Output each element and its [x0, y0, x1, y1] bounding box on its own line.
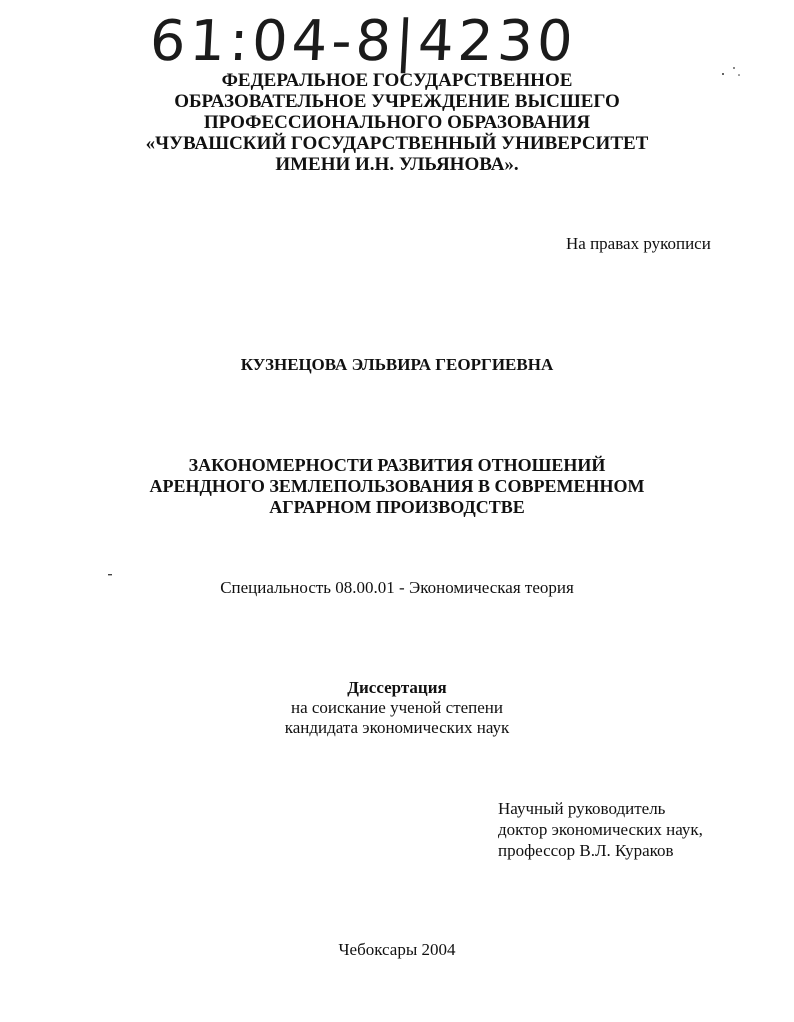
- institution-line: ИМЕНИ И.Н. УЛЬЯНОВА».: [275, 154, 519, 175]
- degree-line: на соискание ученой степени: [290, 698, 504, 717]
- institution-line: ПРОФЕССИОНАЛЬНОГО ОБРАЗОВАНИЯ: [203, 112, 591, 133]
- title-line: АГРАРНОМ ПРОИЗВОДСТВЕ: [269, 497, 525, 517]
- degree-heading: Диссертация: [347, 678, 447, 697]
- scan-speck: [108, 574, 112, 576]
- specialty: Специальность 08.00.01 - Экономическая теория: [220, 578, 574, 597]
- supervisor-block: [498, 798, 703, 861]
- institution-name: [0, 70, 794, 175]
- degree-line: кандидата экономических наук: [284, 718, 510, 737]
- city-year: Чебоксары 2004: [338, 940, 456, 959]
- title-line: ЗАКОНОМЕРНОСТИ РАЗВИТИЯ ОТНОШЕНИЙ: [188, 455, 606, 475]
- supervisor-line: профессор В.Л. Кураков: [498, 841, 674, 860]
- handwritten-archive-number: 61:04-8|4230: [148, 9, 579, 74]
- institution-line: ОБРАЗОВАТЕЛЬНОЕ УЧРЕЖДЕНИЕ ВЫСШЕГО: [174, 91, 620, 112]
- supervisor-line: Научный руководитель: [498, 799, 666, 818]
- supervisor-line: доктор экономических наук,: [498, 820, 703, 839]
- rights-note: На правах рукописи: [566, 234, 711, 253]
- degree-block: [0, 678, 794, 738]
- author-name: КУЗНЕЦОВА ЭЛЬВИРА ГЕОРГИЕВНА: [240, 355, 554, 374]
- institution-line: ФЕДЕРАЛЬНОЕ ГОСУДАРСТВЕННОЕ: [221, 70, 573, 91]
- title-line: АРЕНДНОГО ЗЕМЛЕПОЛЬЗОВАНИЯ В СОВРЕМЕННОМ: [149, 476, 645, 496]
- dissertation-title: [0, 455, 794, 518]
- institution-line: «ЧУВАШСКИЙ ГОСУДАРСТВЕННЫЙ УНИВЕРСИТЕТ: [145, 133, 649, 154]
